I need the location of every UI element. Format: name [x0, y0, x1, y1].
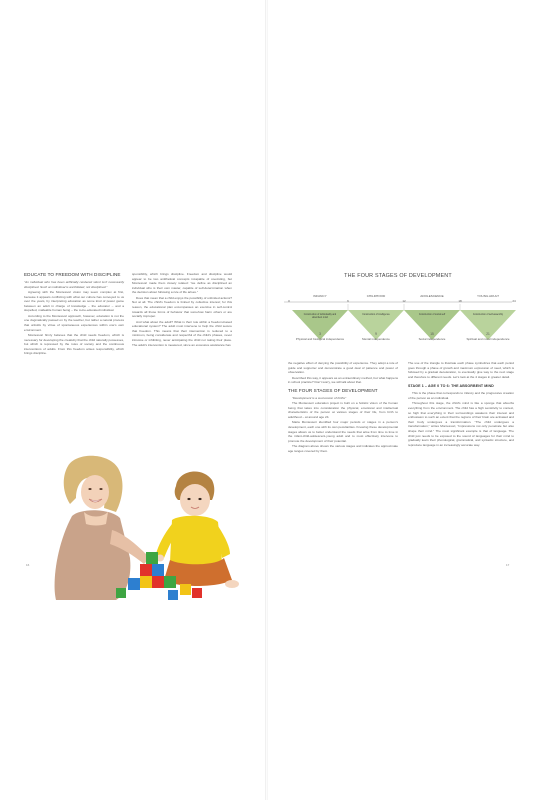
quote-paragraph: "Development is a succession of births" — [292, 395, 347, 400]
paragraph: The diagram above shows the various stages and indicates the approximate age ranges covered by them. — [288, 444, 398, 453]
page-number: 17 — [506, 563, 510, 567]
stage-name: ADOLESCENCE — [420, 294, 444, 298]
toy-block — [140, 576, 152, 588]
paragraph: the negative effect of denying the possibility of experience. They adopt a role of guide and supporter and demonstrate a good deal of patience and power of observation. — [288, 361, 398, 375]
toy-block — [140, 564, 152, 576]
mother-face — [81, 475, 109, 509]
paragraph: The use of the triangle to illustrate each phase symbolizes that each period goes through a phase of growth and maximum expression of need, which is followed by a gradual deceleration, to eventually give way to the next stage and therefore to different needs. Let's look at the 4 stages in greater detail. — [408, 361, 514, 379]
age-tick: 12 — [402, 299, 406, 303]
toy-block — [146, 552, 158, 564]
right-column-2 — [408, 361, 514, 448]
stage-independence-label: Spiritual and moral independence — [466, 337, 510, 341]
paragraph: Described this way, it appears as an extraordinary method, but what happens in school practice? Don't worry, we will talk about that. — [288, 375, 398, 385]
toy-block — [128, 578, 140, 590]
toy-block — [164, 576, 176, 588]
page-number: 16 — [26, 563, 30, 567]
paragraph: Maria Montessori identified four major periods or stages in a person's development, each one with its own peculiarities. Knowing these developmental stages allows us to better understand the needs that arise from time to time in the infant-child-adolescent-young adult and to most effectively intervene to promote the development of their potential. — [288, 420, 398, 443]
stage-midpoint-age: 9 — [375, 332, 377, 336]
stage-midpoint-age: 21 — [486, 332, 490, 336]
paragraph: According to the Montessori approach, however, education is not the one dogmatically passed on by the teacher, but rather a natural process that unfolds by virtue of spontaneous experiences within one's own environment. — [24, 313, 124, 332]
child-face — [180, 484, 210, 516]
toy-block — [152, 564, 164, 576]
section-heading: EDUCATE TO FREEDOM WITH DISCIPLINE — [24, 272, 121, 277]
stage-independence-label: Physical and biological independence — [295, 337, 345, 341]
paragraph: This is the phase that corresponds to infancy and the progressive creation of the person as an individual. — [408, 391, 514, 400]
paragraph: Does that mean that a child enjoys the possibility of unlimited actions? Not at all. The child's freedom is limited by collective interest; for this reason, the educational plan encompasses an exercise in self-control towards all those forms of behavior that somehow harm others or are socially improper. — [132, 295, 232, 319]
stage-midpoint-age: 3 — [319, 332, 321, 336]
toy-block — [192, 588, 202, 598]
toy-block — [168, 590, 178, 600]
stage-description: Construction of intelligence — [362, 314, 390, 316]
toy-block — [180, 584, 191, 595]
stage-name: CHILDHOOD — [366, 294, 386, 298]
toy-block — [116, 588, 126, 598]
age-tick: 18 — [458, 299, 462, 303]
stage-name: YOUNG ADULT — [477, 294, 499, 298]
paragraph: And what about the adult? What is their role within a freedom-based educational system? The adult must intervene to help the child secure that freedom. This means that their intervention is reduced to a minimum, being considerate and respectful of the child's phases, never intrusive or inhibiting, never anticipating the child nor taking their place. The adult's intervention is measured, since an excessive assistance has — [132, 319, 232, 347]
diagram-title: THE FOUR STAGES OF DEVELOPMENT — [344, 273, 452, 279]
mother-and-child-photo — [46, 454, 241, 604]
left-page — [0, 0, 266, 800]
age-tick: 24 — [512, 299, 516, 303]
age-tick: 0 — [288, 299, 290, 303]
age-tick: 6 — [347, 299, 349, 303]
paragraph: Throughout this stage, the child's mind is like a sponge that absorbs everything from the environment. The child has a high sensitivity to context, so high that everything in their surroundings awakens their interest and enthusiasm to such an extent that the regions of their brain are activated and their body undergoes a transformation. "The child undergoes a transformation," writes Montessori, "impressions not only penetrate but also shape their mind." The most significant example is that of language. The child just needs to be exposed to the sound of languages for their mind to gradually learn their phonological, grammatical, and syntactic structure, and reproduce language in an increasingly accurate way. — [408, 401, 514, 447]
paragraph: Montessori firmly believes that the child needs freedom, which is necessary for developing the creativity that the child naturally possesses, but which is repressed by the rules of society and the continuous interventions of adults. From this freedom arises responsibility, which brings discipline. — [24, 332, 124, 356]
paragraph: Agreeing with the Montessori vision may seem complex at first, because it appears conflicting with what our culture has conveyed to us over the years, by interpreting education as some kind of power game between an adult in charge of knowledge – the educator – and a stupefied, malleable human being – the to-be-educated individual. — [24, 289, 124, 313]
stage-name: INFANCY — [313, 294, 327, 298]
right-column-1 — [288, 361, 398, 454]
stage-heading: STAGE 1 – AGE 0 TO 6: THE ABSORBENT MIND — [408, 384, 494, 389]
child-shirt — [170, 516, 222, 567]
left-column-2 — [132, 272, 232, 348]
left-column-1 — [24, 272, 124, 357]
paragraph: The Montessori education project is built on a holistic vision of the human being that takes into consideration the physical, emotional and intellectual characteristics of the person at various stages of their life, from birth to adulthood – at around age 24. — [288, 401, 398, 419]
stage-midpoint-age: 15 — [430, 332, 434, 336]
quote-paragraph: "An individual who has been artificially rendered silent isn't necessarily disciplined. Such an individual is annihilated, not disciplined." — [24, 280, 124, 289]
stage-description: Construction of social self — [418, 314, 446, 316]
toy-block — [152, 576, 164, 588]
paragraph: sponsibility, which brings discipline. Freedom and discipline would appear to be two antithetical concepts incapable of coexisting, but Montessori made them closely related: "we define as disciplined an individual who is their own master, capable of self-determination when the decision about following a rule of life arises." — [132, 272, 232, 295]
stage-description: Construction of self-assembly — [472, 314, 504, 316]
stage-independence-label: Mental independence — [362, 337, 390, 341]
stage-description: Construction of individuality and absorbent mind — [303, 314, 337, 319]
section-heading: THE FOUR STAGES OF DEVELOPMENT — [288, 387, 378, 393]
stage-independence-label: Social independence — [418, 337, 446, 341]
